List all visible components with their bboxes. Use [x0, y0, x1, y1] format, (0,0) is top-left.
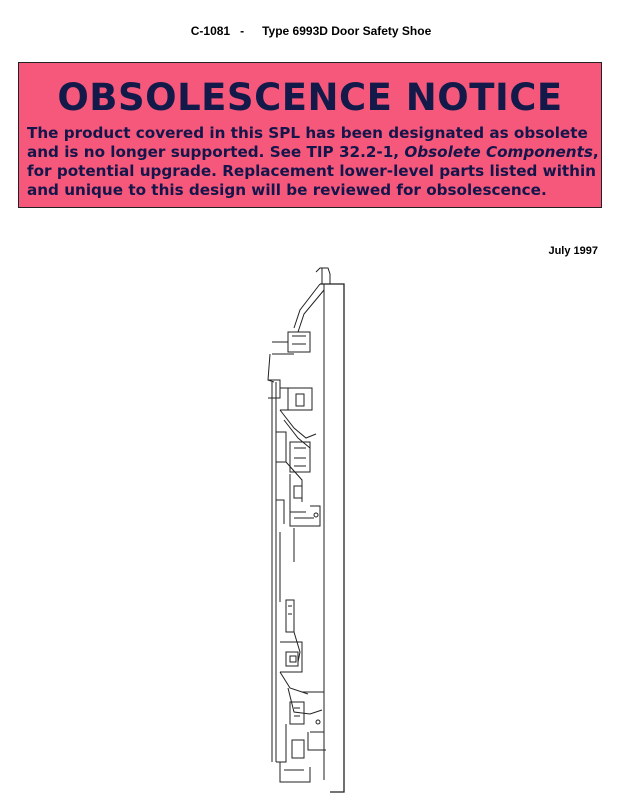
- document-date: July 1997: [548, 245, 598, 257]
- notice-body: [27, 124, 599, 200]
- notice-body-text-1: The product covered in this SPL has been designated as obsolete and is no longer supported. See TIP 32.2-1,: [27, 124, 588, 161]
- document-id: C-1081: [190, 24, 231, 38]
- safety-shoe-line-art: [250, 262, 360, 797]
- document-title: Type 6993D Door Safety Shoe: [262, 24, 432, 38]
- notice-title: OBSOLESCENCE NOTICE: [57, 76, 563, 119]
- header-separator: -: [240, 24, 245, 38]
- obsolescence-notice-box: [18, 62, 602, 208]
- notice-body-italic: Obsolete Components: [404, 143, 593, 161]
- notice-body-text-2: , for potential upgrade. Replacement lower-level parts listed within and unique to this design will be reviewed for obsolescence.: [27, 143, 599, 199]
- document-header: [0, 24, 622, 38]
- safety-shoe-drawing: [250, 262, 360, 797]
